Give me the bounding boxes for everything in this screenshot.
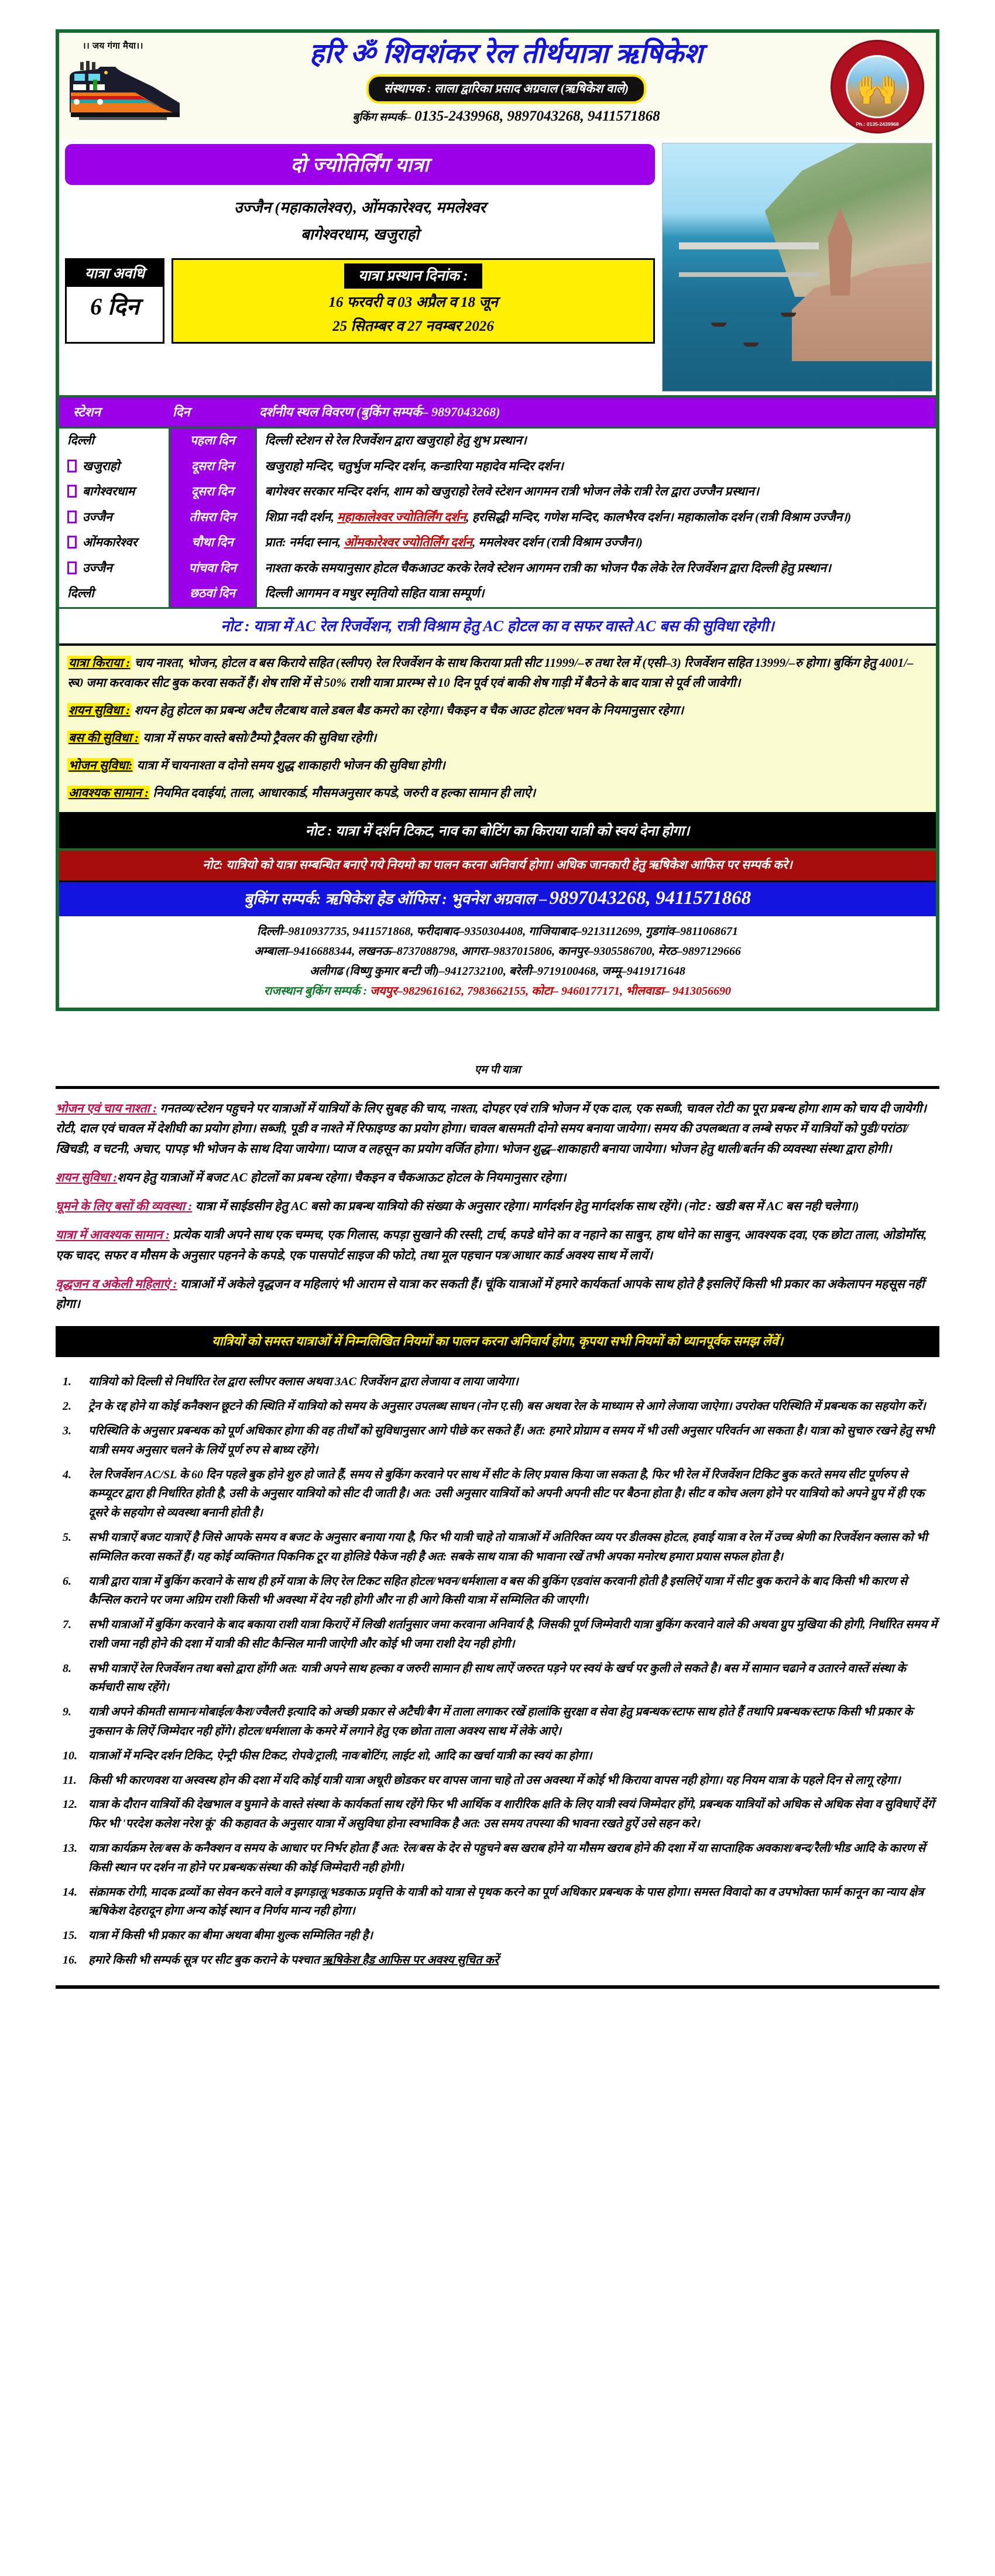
list-item <box>88 1926 939 1945</box>
itinerary-day-cell: दूसरा दिन <box>169 479 256 505</box>
rule-text: संक्रामक रोगी, मादक द्रव्यों का सेवन करने वाले व झगड़ालू/भडकाऊ प्रवृत्ति के यात्री को यात्रा से पृथक करने का पूर्ण अधिकार प्रबन्धक के पास होगा। समस्त विवादो का व उपभोक्ता फार्म कानून का न्याय क्षेत्र ऋषिकेश देहरादून होगा अन्य कोई स्थान व निर्णय मान्य नही होगा। <box>88 1885 924 1918</box>
rules-banner: यात्रियों को समस्त यात्राओं में निम्नलिखित नियमों का पालन करना अनिवार्य होगा, कृपया सभी नियमों को ध्यानपूर्वक समझ लेंवें। <box>56 1326 939 1357</box>
header-right-block <box>825 36 930 137</box>
rule-text: ट्रेन के रद्द होने या कोई कनैक्शन छूटने की स्थिति में यात्रियो को समय के अनुसार उपलब्ध साधन (नोन ए.सी) बस अथवा रेल के माध्याम से आगे लेजाया जाऐगा। उपरोक्त परिस्थिति में प्रबन्धक का सहयोग करें। <box>88 1400 926 1413</box>
table-row <box>59 581 936 607</box>
list-item <box>88 1421 939 1460</box>
itinerary-table <box>59 398 936 607</box>
table-row <box>59 505 936 531</box>
bus-label: बस की सुविधा : <box>68 730 139 745</box>
policy-paragraph <box>56 1167 939 1188</box>
ac-facility-note: नोट : यात्रा में AC रेल रिजर्वेशन, रात्री विश्राम हेतु AC होटल का व सफर वास्ते AC बस की सुविधा रहेगी। <box>59 607 936 646</box>
duration-label: यात्रा अवधि <box>67 260 163 287</box>
list-item <box>88 1615 939 1654</box>
itinerary-detail-text: दिल्ली आगमन व मधुर स्मृतियो सहित यात्रा सम्पूर्ण। <box>265 586 485 600</box>
tour-places <box>65 194 655 248</box>
itinerary-detail-cell <box>256 428 936 454</box>
itinerary-station-label: दिल्ली <box>67 586 94 600</box>
policy-paragraph <box>56 1098 939 1160</box>
header-booking-numbers: 0135-2439968, 9897043268, 9411571868 <box>414 108 660 124</box>
rajasthan-contacts-numbers[interactable]: जयपुर–9829616162, 7983662155, कोटा– 9460177171, भीलवाडा– 9413056690 <box>367 984 731 998</box>
bottom-divider <box>56 1985 939 1989</box>
mp-yatra-title: एम पी यात्रा <box>474 1063 521 1076</box>
itinerary-col-day: दिन <box>169 398 256 428</box>
luggage-label: आवश्यक सामान : <box>68 785 149 800</box>
table-row <box>59 479 936 505</box>
train-illustration <box>65 54 188 127</box>
policy-label: घूमने के लिए बसों की व्यवस्था : <box>56 1199 193 1214</box>
duration-box <box>65 258 164 344</box>
policy-label: वृद्धजन व अकेली महिलाएं : <box>56 1276 177 1291</box>
itinerary-highlight-text: ओंमकारेश्वर ज्योतिर्लिंग दर्शन <box>344 535 472 549</box>
founder-badge: संस्थापक : लाला द्वारिका प्रसाद अग्रवाल (ऋषिकेश वाले) <box>366 74 646 104</box>
itinerary-station-label: उज्जैन <box>83 509 112 524</box>
fare-paragraph <box>67 653 928 693</box>
itinerary-detail-text: दिल्ली स्टेशन से रेल रिजर्वेशन द्वारा खजुराहो हेतु शुभ प्रस्थान। <box>265 433 527 447</box>
tour-places-line-1: उज्जैन (महाकालेश्वर), ओंमकारेश्वर, ममलेश्वर <box>234 199 486 216</box>
itinerary-day-cell: चौथा दिन <box>169 530 256 556</box>
rule-text: यात्रा में किसी भी प्रकार का बीमा अथवा बीमा शुल्क सम्मिलित नही है। <box>88 1929 373 1943</box>
policy-paragraph <box>56 1225 939 1266</box>
itinerary-station-cell <box>59 428 169 454</box>
sleeping-label: शयन सुविधा : <box>68 703 131 717</box>
list-item <box>88 1572 939 1611</box>
rule-text: यात्रा के दौरान यात्रियों की देखभाल व घुमाने के वास्ते संस्था के कार्यकर्ता साथ रहेंगे फिर भी आर्थिक व शारीरिक क्षति के लिए यात्री स्वयं जिम्मेदार होंगे, प्रबन्धक यात्रियों को अधिक से अधिक सेवा व सुविधाऐं देंगें फिर भी 'परदेश कलेश नरेश कूं' की कहावत के अनुसार यात्रा में असुविधा होना स्वभाविक है अत: उस समय तपस्या की भावना रखते हुऐं उसे सहन करे। <box>88 1798 935 1831</box>
itinerary-detail-cell <box>256 505 936 531</box>
table-row <box>59 428 936 454</box>
ticket-cost-note: नोट : यात्रा में दर्शन टिकट, नाव का बोटिंग का किराया यात्री को स्वयं देना होगा। <box>59 814 936 851</box>
itinerary-station-cell <box>59 479 169 505</box>
rule-text: सभी यात्राऐं रेल रिजर्वेशन तथा बसो द्वारा होंगी अत: यात्री अपने साथ हल्का व जरुरी सामान ही साथ लाऐं जरुरत पड़ने पर स्वयं के खर्च पर कुली ले सकते है। बस में सामान चढाने व उतारने वास्तें संस्था के कर्मचारी साथ रहेंगे। <box>88 1662 906 1694</box>
checkbox-icon[interactable] <box>67 536 77 549</box>
itinerary-col-detail: दर्शनीय स्थल विवरण (बुकिंग सम्पर्क– 9897043268) <box>256 398 936 428</box>
header-booking-label: बुकिंग सम्पर्क– <box>352 111 411 124</box>
brochure-page-2 <box>56 1034 939 1989</box>
itinerary-detail-cell <box>256 530 936 556</box>
photo-bridge-upper <box>679 242 819 249</box>
city-contacts-line-4[interactable] <box>66 981 929 1001</box>
itinerary-detail-cell <box>256 581 936 607</box>
omkareshwar-ghat-photo <box>662 143 932 392</box>
rule-emphasis-text: ऋषिकेश हैड आफिस पर अवश्य सुचित करें <box>322 1954 499 1967</box>
sleeping-paragraph <box>67 700 928 720</box>
photo-boat <box>743 342 759 347</box>
itinerary-station-cell <box>59 530 169 556</box>
city-contacts-line-2[interactable]: अम्बाला–9416688344, लखनऊ–8737088798, आगरा–9837015806, कानपुर–9305586700, मेरठ–9897129666 <box>254 944 741 958</box>
itinerary-table-wrapper <box>59 395 936 607</box>
rule-text: यात्राओं में मन्दिर दर्शन टिकिट, ऐन्ट्री फीस टिकट, रोपवे/ट्राली, नाव/बोटिंग, लाईट शो, आदि का खर्चा यात्री का स्वयं का होगा। <box>88 1749 592 1762</box>
rule-text: सभी यात्राओं में बुकिंग करवाने के बाद बकाया राशी यात्रा किराऐं में लिखी शर्तानुसार जमा करवाना अनिवार्य है, जिसकी पूर्ण जिम्मेवारी यात्रा बुकिंग करवाने वाले की अथवा ग्रुप मुखिया की होगी, निर्धारित समय में राशी जमा नही होने की दशा में यात्री की सीट कैन्सिल मानी जाऐगी और कोई भी जमा राशी देय नही होगी। <box>88 1618 938 1650</box>
list-item <box>88 1746 939 1766</box>
food-text: यात्रा में चायनाश्ता व दोनो समय शुद्ध शाकाहारी भोजन की सुविधा होगी। <box>133 758 445 772</box>
itinerary-station-label: ओंमकारेश्वर <box>83 535 138 549</box>
rules-compliance-note: नोट: यात्रियो को यात्रा सम्बन्धित बनाऐ गये नियमो का पालन करना अनिवार्य होगा। अधिक जानकारी हेतु ऋषिकेश आफिस पर सम्पर्क करे। <box>59 851 936 882</box>
head-office-booking-bar <box>59 882 936 916</box>
luggage-text: नियमित दवाईयां, ताला, आधारकार्ड, मौसमअनुसार कपडे, जरुरी व हल्का सामान ही लाऐ। <box>150 785 536 800</box>
seal-shiva-image <box>846 55 909 118</box>
food-paragraph <box>67 755 928 775</box>
list-item <box>88 1465 939 1523</box>
list-item <box>88 1839 939 1878</box>
itinerary-detail-text: खजुराहो मन्दिर, चतुर्भुज मन्दिर दर्शन, कन्डारिया महादेव मन्दिर दर्शन। <box>265 458 564 473</box>
bus-text: यात्रा में सफर वास्ते बसो/टैम्पो ट्रैवलर की सुविधा रहेगी। <box>140 730 377 745</box>
header-center-block <box>188 36 825 137</box>
itinerary-detail-text: शिप्रा नदी दर्शन, <box>265 509 337 524</box>
fare-label: यात्रा किराया : <box>68 655 131 670</box>
rule-text: हमारे किसी भी सम्पर्क सूत्र पर सीट बुक कराने के पश्चात <box>88 1954 323 1967</box>
seal-phone-text: Ph.: 0135-2439968 <box>856 121 899 127</box>
head-office-numbers[interactable]: 9897043268, 9411571868 <box>549 887 752 909</box>
header-left-block <box>65 36 188 137</box>
fare-text: चाय नाश्ता, भोजन, होटल व बस किराये सहित (स्लीपर) रेल रिजर्वेशन के साथ किराया प्रती सीट 11999/–रु तथा रेल में (एसी–3) रिजर्वेशन सहित 13999/–रु होगा। बुकिंग हेतु 4001/–रू0 जमा करवाकर सीट बुक करवा सकतें हैं। शेष राशि में से 50% राशी यात्रा प्रारम्भ से 10 दिन पूर्व एवं बाकी शेष गाड़ी में बैठने के बाद यात्रा से पूर्व ली जावेगी। <box>67 655 914 690</box>
list-item <box>88 1883 939 1921</box>
policy-sections <box>56 1098 939 1315</box>
itinerary-day-cell: छठवां दिन <box>169 581 256 607</box>
list-item <box>88 1528 939 1567</box>
city-contacts-line-1[interactable]: दिल्ली–9810937735, 9411571868, फरीदाबाद–9350304408, गाजियाबाद–9213112699, गुडगांव–9811068671 <box>256 924 739 938</box>
itinerary-detail-cell <box>256 556 936 582</box>
city-contacts-list <box>59 916 936 1008</box>
itinerary-station-cell <box>59 581 169 607</box>
itinerary-body <box>59 428 936 607</box>
itinerary-detail-text: , हरसिद्धी मन्दिर, गणेश मन्दिर, कालभैरव दर्शन। महाकालोक दर्शन (रात्री विश्राम उज्जैन।) <box>466 509 852 524</box>
table-row <box>59 556 936 582</box>
policy-text: प्रत्येक यात्री अपने साथ एक चम्मच, एक गिलास, कपड़ा सुखाने की रस्सी, टार्च, कपडे धोने का व नहाने का साबुन, हाथ धोने का साबुन, आवश्यक दवा, एक छोटा ताला, ओडोमॉस, एक चादर, सफर व मौसम के अनुसार पहनने के कपडे, एक पासपोर्ट साइज की फोटो, तथा मूल पहचान पत्र/आधार कार्ड अवश्य साथ में लायें। <box>56 1227 927 1262</box>
departure-dates-box <box>171 258 655 344</box>
bus-paragraph <box>67 728 928 748</box>
duration-value: 6 दिन <box>67 287 163 326</box>
tour-name-banner: दो ज्योतिर्लिंग यात्रा <box>65 144 655 185</box>
itinerary-station-cell <box>59 454 169 480</box>
departure-dates-line-1: 16 फरवरी व 03 अप्रैल व 18 जून <box>328 294 498 310</box>
itinerary-detail-text: , ममलेश्वर दर्शन (रात्री विश्राम उज्जैन।) <box>472 535 643 549</box>
photo-boat <box>711 323 726 327</box>
head-office-label: बुकिंग सम्पर्क: ऋषिकेश हेड ऑफिस : भुवनेश अग्रवाल – <box>243 890 547 907</box>
photo-boat <box>781 313 796 317</box>
policy-text: यात्रा में साईडसीन हेतु AC बसो का प्रबन्ध यात्रियो की संख्या के अनुसार रहेगा। मार्गदर्शन हेतु मार्गदर्शक साथ रहेंगे। (नोट : खडी बस में AC बस नही चलेगा।) <box>192 1199 859 1214</box>
list-item <box>88 1659 939 1698</box>
rule-text: परिस्थिति के अनुसार प्रबन्धक को पूर्ण अधिकार होगा की वह तीर्थों को सुविधानुसार आगे पीछे कर सकते हैं। अत: हमारे प्रोग्राम व समय में भी उसी अनुसार परिवर्तन आ सकता है। यात्रा को सुचारु रखने हेतु सभी यात्री समय अनुसार चलने के लियें पूर्ण रुप से बाध्य रहेंगे। <box>88 1424 934 1457</box>
policy-text: यात्राओं में अकेले वृद्धजन व महिलाएं भी आराम से यात्रा कर सकती हैं। चूंकि यात्राओं में हमारे कार्यकर्ता आपके साथ होते है इसलिऐं किसी भी प्रकार का अकेलापन महसूस नहीं होगा। <box>56 1276 925 1311</box>
itinerary-station-label: बागेश्वरधाम <box>83 484 135 498</box>
rule-text: यात्रियो को दिल्ली से निर्धारित रेल द्वारा स्लीपर क्लास अथवा 3AC रिजर्वेशन द्वारा लेजाया व लाया जायेगा। <box>88 1375 519 1389</box>
itinerary-station-label: खजुराहो <box>83 458 120 473</box>
policy-text: शयन हेतु यात्राओं में बजट AC होटलों का प्रबन्ध रहेगा। चैकइन व चैकआऊट होटल के नियमानुसार रहेगा। <box>117 1170 567 1185</box>
itinerary-day-cell: तीसरा दिन <box>169 505 256 531</box>
duration-and-dates-row <box>65 258 655 344</box>
itinerary-highlight-text: महाकालेश्वर ज्योतिर्लिंग दर्शन <box>337 509 466 524</box>
list-item <box>88 1397 939 1416</box>
city-contacts-line-3[interactable]: अलीगढ (विष्णु कुमार बन्टी जी)–9412732100, बरेली–9719100468, जम्मू–9419171648 <box>310 964 685 978</box>
itinerary-station-label: उज्जैन <box>83 560 112 575</box>
rajasthan-contacts-label: राजस्थान बुकिंग सम्पर्क : <box>264 984 368 998</box>
tour-summary-left <box>59 139 661 395</box>
itinerary-detail-text: प्रात: नर्मदा स्नान, <box>265 535 344 549</box>
rules-list <box>56 1372 939 1970</box>
food-label: भोजन सुविधा: <box>68 758 133 772</box>
itinerary-detail-cell <box>256 479 936 505</box>
checkbox-icon[interactable] <box>67 460 77 472</box>
header-booking-line <box>188 108 825 125</box>
rule-text: यात्रा कार्यक्रम रेल/बस के कनैक्शन व समय के आधार पर निर्भर होता हैं अत: रेल/बस के देर से पहुचने बस खराब होने या मौसम खराब होने की दशा में या साप्ताहिक अवकाश/बन्द/रैली/भीड आदि के कारण सें किसी स्थान पर दर्शन ना होने पर प्रबन्धक/संस्था की कोई जिम्मेदारी नही होगी। <box>88 1842 925 1874</box>
policy-text: गनतव्य/स्टेशन पहुचने पर यात्राओं में यात्रियों के लिए सुबह की चाय, नाश्ता, दोपहर एवं रात्रि भोजन में एक दाल, एक सब्जी, चावल रोटी का पूरा प्रबन्ध होगा शाम को चाय दी जायेगी। रोटी, दाल एवं चावल में देशीघी का प्रयोग होगा। सब्जी, पूडी व नाश्ते में रिफाइण्ड का प्रयोग होगा। चावल बासमती दोनो समय बनाया जायेगा। समय की उपलब्धता व लम्बे सफर में यात्रियों को पुडी/परांठा/खिचडी, व चटनी, अचार, पापड़ भी भोजन के साथ दिया जायेगा। प्याज व लहसून का प्रयोग वर्जित होगा। भोजन शुद्ध–शाकाहारी बनाया जायेगा। भोजन हेतु थाली/बर्तन की व्यवस्था संस्था द्वारा होगी। <box>56 1101 927 1156</box>
list-item <box>88 1951 939 1970</box>
top-divider <box>56 1086 939 1089</box>
rule-text: यात्री अपने कीमती सामान/मोबाईल/कैश/ज्वैलरी इत्यादि को अच्छी प्रकार से अटैची/बैग में ताला लगाकर रखें हालांकि सुरक्षा व सेवा हेतु प्रबन्धक/स्टाफ साथ होते हैं तथापि प्रबन्धक/स्टाफ किसी भी प्रकार के नुकसान के लिऐं जिम्मेदार नही होंगे। होटल/धर्मशाला के कमरे में लगाने हेतु एक छोता ताला अवश्य साथ में लेके आऐ। <box>88 1705 913 1738</box>
list-item <box>88 1372 939 1392</box>
tour-summary-right <box>661 139 936 395</box>
policy-paragraph <box>56 1196 939 1217</box>
itinerary-col-station: स्टेशन <box>59 398 169 428</box>
itinerary-station-cell <box>59 505 169 531</box>
rule-text: यात्री द्वारा यात्रा में बुकिंग करवाने के साथ ही हमें यात्रा के लिए रेल टिकट सहित होटल/भवन/धर्मशाला व बस की बुकिंग एडवांस करवानी होती है इसलिऐं यात्रा में सीट बुक कराने के बाद किसी भी कारण से कैन्सिल कराने पर जमा अग्रिम राशी किसी भी अवस्था में देय नही होगी और ना ही आगे किसी यात्रा में सम्मिलित की जाएगी। <box>88 1574 908 1607</box>
table-row <box>59 454 936 480</box>
itinerary-detail-cell <box>256 454 936 480</box>
checkbox-icon[interactable] <box>67 485 77 498</box>
page-title: हरि ॐ शिवशंकर रेल तीर्थयात्रा ऋषिकेश <box>309 39 704 69</box>
itinerary-day-cell: पांचवा दिन <box>169 556 256 582</box>
list-item <box>88 1795 939 1834</box>
table-row <box>59 530 936 556</box>
departure-dates-label: यात्रा प्रस्थान दिनांक : <box>344 263 482 289</box>
shiva-icon: 🙌 <box>856 68 899 107</box>
itinerary-station-label: दिल्ली <box>67 433 94 447</box>
list-item <box>88 1771 939 1790</box>
itinerary-day-cell: दूसरा दिन <box>169 454 256 480</box>
checkbox-icon[interactable] <box>67 561 77 574</box>
itinerary-day-cell: पहला दिन <box>169 428 256 454</box>
list-item <box>88 1703 939 1741</box>
policy-label: भोजन एवं चाय नाश्ता : <box>56 1101 157 1115</box>
rule-text: रेल रिजर्वेशन AC/SL के 60 दिन पहले बुक होने शुरु हो जाते हैं, समय से बुकिंग करवाने पर साथ में सीट के लिए प्रयास किया जा सकता है, फिर भी रेल में रिजर्वेशन टिकिट बुक करते समय सीट पूर्णरुप से कम्प्यूटर द्वारा ही निर्धारित होती है, उसी के अनुसार यात्रियो को सीट दी जाती है। अत: उसी अनुसार यात्रियों को अपनी अपनी सीट पर बैठना होता है। सीट व कोच अलग होने पर यात्रियो को अपने ग्रुप में ही एक दूसरे के सहयोग से व्यवस्था बनानी होती है। <box>88 1468 925 1520</box>
jai-ganga-maiya-text: ।। जय गंगा मैया।। <box>83 41 143 51</box>
checkbox-icon[interactable] <box>67 511 77 523</box>
policy-label: शयन सुविधा : <box>56 1170 118 1185</box>
facilities-block <box>59 646 936 814</box>
brochure-page-1 <box>56 29 939 1011</box>
itinerary-station-cell <box>59 556 169 582</box>
sleeping-text: शयन हेतु होटल का प्रबन्ध अटैच लैटबाथ वाले डबल बैड कमरो का रहेगा। चैकइन व चैक आउट होटल/भवन के नियमानुसार रहेगा। <box>131 703 684 717</box>
itinerary-detail-text: नाश्ता करके समयानुसार होटल चैकआउट करके रेलवे स्टेशन आगमन रात्री का भोजन पैक लेके रेल रिजर्वेशन द्वारा दिल्ली हेतु प्रस्थान। <box>265 560 831 575</box>
policy-paragraph <box>56 1274 939 1315</box>
tour-places-line-2: बागेश्वरधाम, खजुराहो <box>300 225 420 243</box>
brochure-header <box>59 33 936 139</box>
rule-text: किसी भी कारणवश या अस्वस्थ होन की दशा में यदि कोई यात्री यात्रा अधूरी छोडकर घर वापस जाना चाहे तो उस अवस्था में कोई भी किराया वापस नही होगा। यह नियम यात्रा के पहले दिन से लागू रहेगा। <box>88 1773 901 1787</box>
tour-summary-row <box>59 139 936 395</box>
rule-text: सभी यात्राऐं बजट यात्राऐं है जिसे आपके समय व बजट के अनुसार बनाया गया है, फिर भी यात्री चाहे तो यात्राओं में अतिरिक्त व्यय पर डीलक्स होटल, हवाई यात्रा व रेल में उच्च श्रेणी का रिजर्वेशन क्लास को भी सम्मिलित करवा सकतें हैं। यह कोई व्यक्तिगत पिकनिक टूर या होलिडे पैकेज नही है अत: सबके साथ यात्रा की भावाना रखें तभी अपका मनोरथ हमारा प्रयास सफल होता है। <box>88 1530 928 1563</box>
itinerary-header-row <box>59 398 936 428</box>
departure-dates-line-2: 25 सितम्बर व 27 नवम्बर 2026 <box>332 318 494 334</box>
luggage-paragraph <box>67 783 928 803</box>
policy-label: यात्रा में आवश्यक सामान : <box>56 1227 170 1242</box>
organization-seal-logo <box>831 40 924 133</box>
photo-bridge-lower <box>679 272 819 277</box>
itinerary-detail-text: बागेश्वर सरकार मन्दिर दर्शन, शाम को खजुराहो रेलवे स्टेशन आगमन रात्री भोजन लेके रात्री रेल द्वारा उज्जैन प्रस्थान। <box>265 484 759 498</box>
